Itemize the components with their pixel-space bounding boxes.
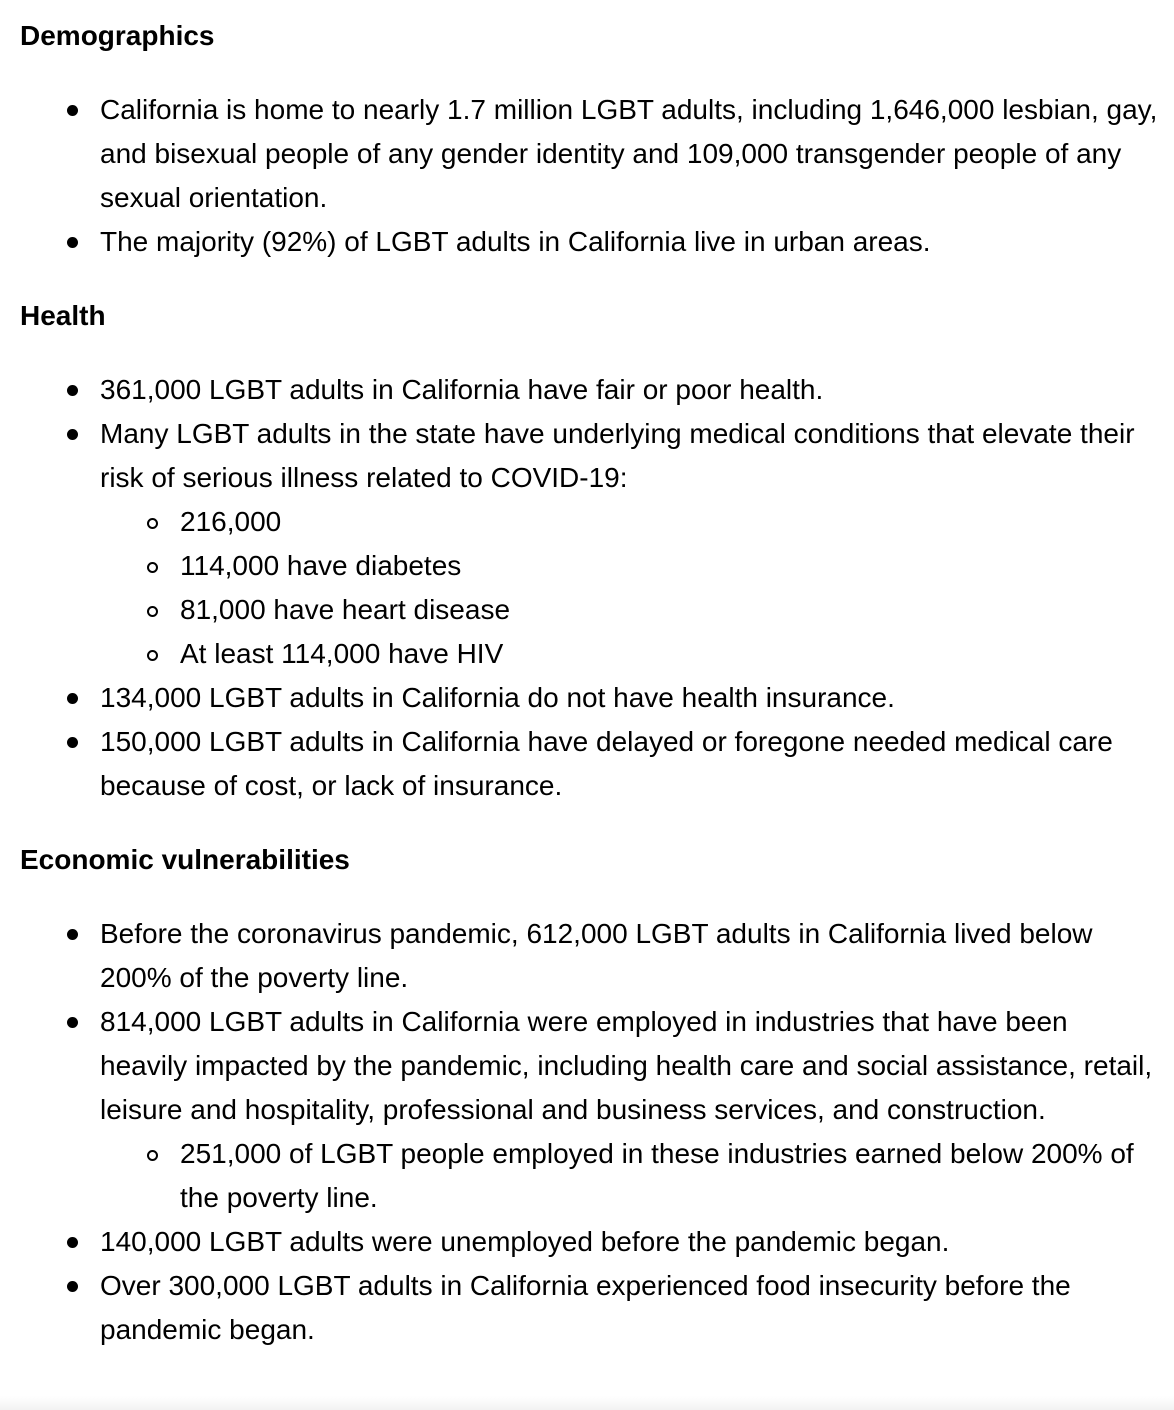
document-page (20, 14, 1160, 1352)
list-item: 361,000 LGBT adults in California have fair or poor health. (20, 368, 1160, 412)
list-item-text: 814,000 LGBT adults in California were employed in industries that have been heavily impacted by the pandemic, including health care and social assistance, retail, leisure and hospitality, professional and business services, and construction. (100, 1006, 1153, 1125)
bottom-fade-divider (0, 1396, 1174, 1410)
list-item: The majority (92%) of LGBT adults in California live in urban areas. (20, 220, 1160, 264)
sublist-item: 81,000 have heart disease (100, 588, 1160, 632)
section-heading-demographics: Demographics (20, 20, 215, 51)
section-heading-economic-vulnerabilities: Economic vulnerabilities (20, 844, 350, 875)
list-item: Over 300,000 LGBT adults in California experienced food insecurity before the pandemic began. (20, 1264, 1160, 1352)
sublist-item: 114,000 have diabetes (100, 544, 1160, 588)
covid-conditions-sublist (100, 500, 1160, 676)
sublist-item: At least 114,000 have HIV (100, 632, 1160, 676)
section-heading-health: Health (20, 300, 106, 331)
sublist-item: 251,000 of LGBT people employed in these industries earned below 200% of the poverty line. (100, 1132, 1160, 1220)
list-item-text: Many LGBT adults in the state have underlying medical conditions that elevate their risk of serious illness related to COVID-19: (100, 418, 1135, 493)
list-item: 140,000 LGBT adults were unemployed before the pandemic began. (20, 1220, 1160, 1264)
list-item: 134,000 LGBT adults in California do not have health insurance. (20, 676, 1160, 720)
list-item: Before the coronavirus pandemic, 612,000 LGBT adults in California lived below 200% of the poverty line. (20, 912, 1160, 1000)
demographics-list (20, 88, 1160, 264)
list-item (20, 1000, 1160, 1220)
list-item: 150,000 LGBT adults in California have delayed or foregone needed medical care because of cost, or lack of insurance. (20, 720, 1160, 808)
list-item (20, 412, 1160, 676)
health-list (20, 368, 1160, 808)
list-item: California is home to nearly 1.7 million LGBT adults, including 1,646,000 lesbian, gay, and bisexual people of any gender identity and 109,000 transgender people of any sexual orientation. (20, 88, 1160, 220)
industries-sublist (100, 1132, 1160, 1220)
economic-list (20, 912, 1160, 1352)
sublist-item: 216,000 (100, 500, 1160, 544)
